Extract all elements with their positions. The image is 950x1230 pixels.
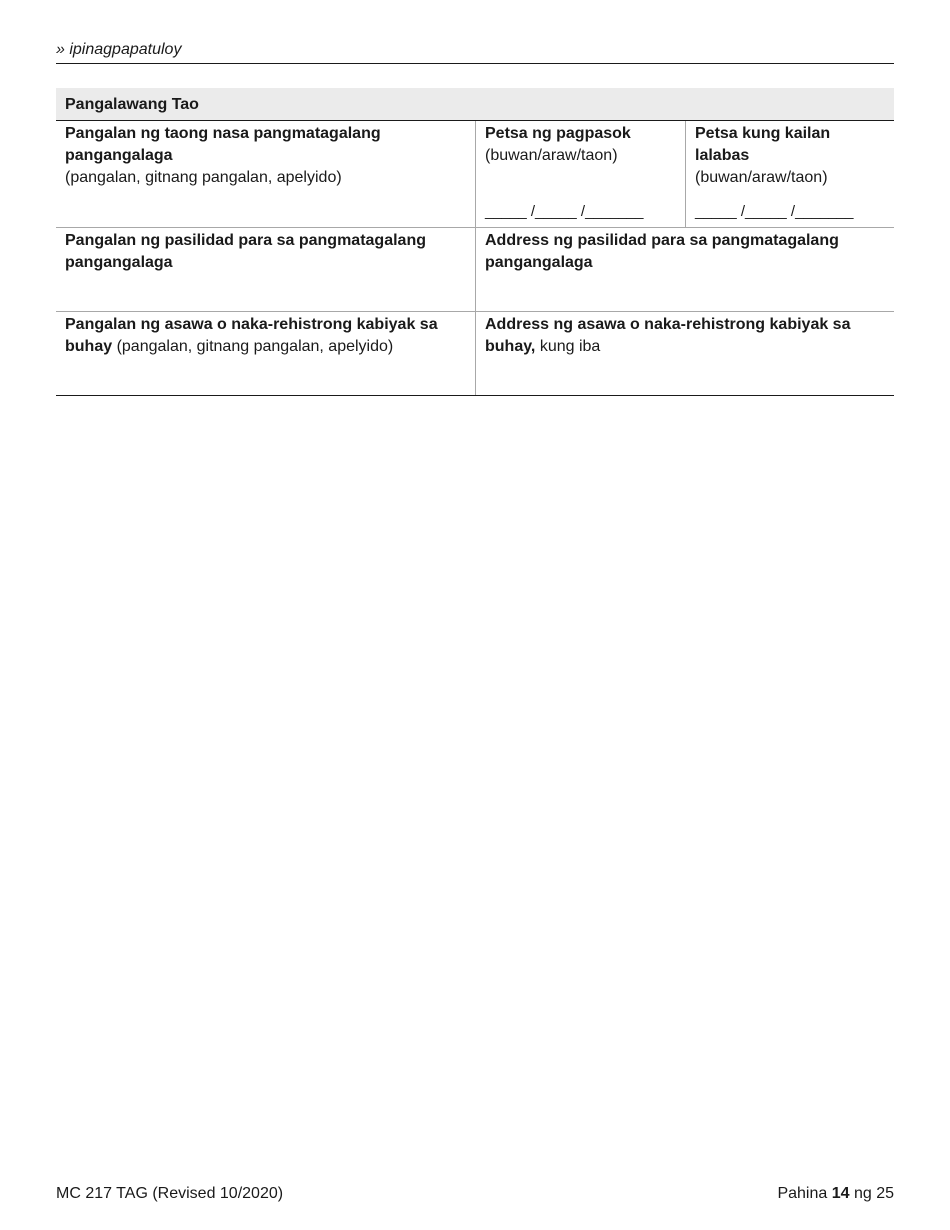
- spouse-address-label: Address ng asawa o naka-rehistrong kabiyak sa buhay,: [485, 316, 851, 355]
- facility-row: [56, 228, 894, 312]
- form-id: MC 217 TAG (Revised 10/2020): [56, 1185, 284, 1202]
- exit-date-blank: _____ /_____ /_______: [695, 203, 854, 220]
- facility-address-label: Address ng pasilidad para sa pangmatagalang pangangalaga: [485, 232, 839, 271]
- name-field[interactable]: [56, 121, 475, 227]
- exit-date-hint: (buwan/araw/taon): [695, 169, 828, 186]
- facility-name-field[interactable]: [56, 228, 475, 311]
- spouse-name-hint: (pangalan, gitnang pangalan, apelyido): [112, 338, 394, 355]
- entry-date-label: Petsa ng pagpasok: [485, 125, 631, 142]
- page-total: 25: [876, 1185, 894, 1202]
- entry-date-blank: _____ /_____ /_______: [485, 203, 644, 220]
- page-middle: ng: [849, 1185, 877, 1202]
- entry-date-field[interactable]: [475, 121, 685, 227]
- name-field-hint: (pangalan, gitnang pangalan, apelyido): [65, 169, 342, 186]
- spouse-name-field[interactable]: [56, 312, 475, 395]
- exit-date-label: Petsa kung kailan lalabas: [695, 125, 831, 164]
- spouse-address-field[interactable]: [475, 312, 894, 395]
- exit-date-field[interactable]: [685, 121, 894, 227]
- facility-name-label: Pangalan ng pasilidad para sa pangmatagalang pangangalaga: [65, 232, 426, 271]
- person-row: [56, 121, 894, 228]
- entry-date-hint: (buwan/araw/taon): [485, 147, 618, 164]
- spouse-row: [56, 312, 894, 396]
- second-person-form: [56, 88, 894, 396]
- page-indicator: [777, 1182, 894, 1206]
- name-field-label: Pangalan ng taong nasa pangmatagalang pangangalaga: [65, 125, 381, 164]
- page-prefix: Pahina: [777, 1185, 832, 1202]
- spouse-address-hint: kung iba: [535, 338, 601, 355]
- facility-address-field[interactable]: [475, 228, 894, 311]
- page-number: 14: [831, 1185, 850, 1202]
- continued-label: » ipinagpapatuloy: [56, 38, 894, 64]
- spouse-name-label: Pangalan ng asawa o naka-rehistrong kabiyak sa buhay: [65, 316, 438, 355]
- section-title: Pangalawang Tao: [56, 88, 894, 121]
